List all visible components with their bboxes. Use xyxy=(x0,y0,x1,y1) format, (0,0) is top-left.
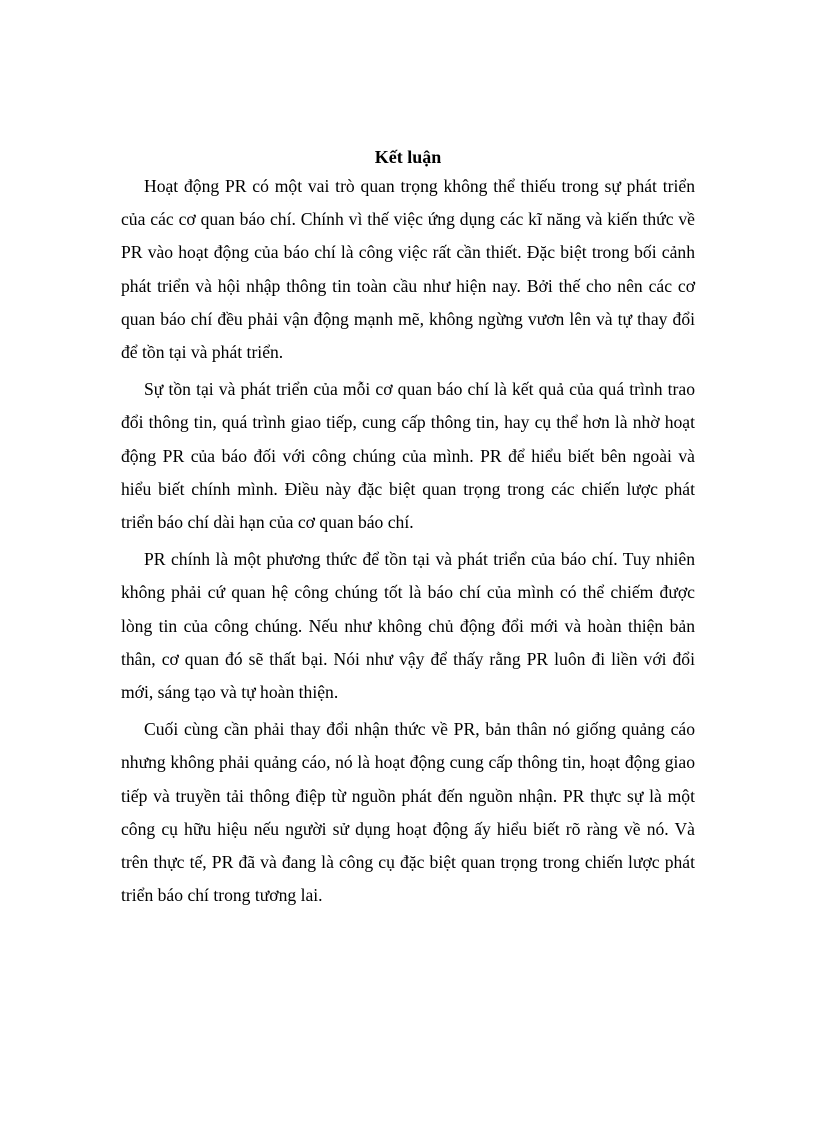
document-body xyxy=(121,144,695,916)
paragraph-4: Cuối cùng cần phải thay đổi nhận thức về PR, bản thân nó giống quảng cáo nhưng không phải quảng cáo, nó là hoạt động cung cấp thông tin, hoạt động giao tiếp và truyền tải thông điệp từ nguồn phát đến nguồn nhận. PR thực sự là một công cụ hữu hiệu nếu người sử dụng hoạt động ấy hiểu biết rõ ràng về nó. Và trên thực tế, PR đã và đang là công cụ đặc biệt quan trọng trong chiến lược phát triển báo chí trong tương lai. xyxy=(121,719,695,906)
page-title: Kết luận xyxy=(374,147,442,167)
paragraph-3: PR chính là một phương thức để tồn tại và phát triển của báo chí. Tuy nhiên không phải cứ quan hệ công chúng tốt là báo chí của mình có thể chiếm được lòng tin của công chúng. Nếu như không chủ động đổi mới và hoàn thiện bản thân, cơ quan đó sẽ thất bại. Nói như vậy để thấy rằng PR luôn đi liền với đổi mới, sáng tạo và tự hoàn thiện. xyxy=(121,549,695,703)
paragraph-1: Hoạt động PR có một vai trò quan trọng không thể thiếu trong sự phát triển của các cơ quan báo chí. Chính vì thế việc ứng dụng các kĩ năng và kiến thức về PR vào hoạt động của báo chí là công việc rất cần thiết. Đặc biệt trong bối cảnh phát triển và hội nhập thông tin toàn cầu như hiện nay. Bởi thế cho nên các cơ quan báo chí đều phải vận động mạnh mẽ, không ngừng vươn lên và tự thay đổi để tồn tại và phát triển. xyxy=(121,176,695,363)
paragraph-2: Sự tồn tại và phát triển của mỗi cơ quan báo chí là kết quả của quá trình trao đổi thông tin, quá trình giao tiếp, cung cấp thông tin, hay cụ thể hơn là nhờ hoạt động PR của báo đối với công chúng của mình. PR để hiểu biết bên ngoài và hiểu biết chính mình. Điều này đặc biệt quan trọng trong các chiến lược phát triển báo chí dài hạn của cơ quan báo chí. xyxy=(121,379,695,533)
